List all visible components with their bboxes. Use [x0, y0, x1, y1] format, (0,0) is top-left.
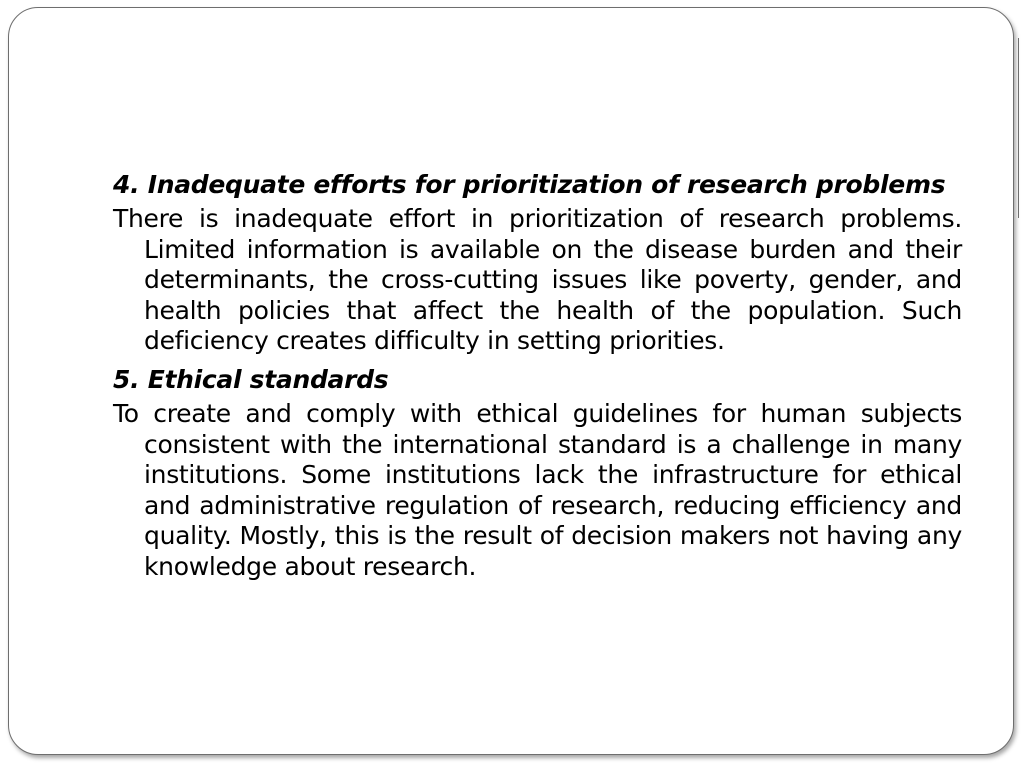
- slide-content: [113, 166, 962, 583]
- section-body-prioritization: There is inadequate effort in prioritization of research problems. Limited information is available on the disease burden and their determinants, the cross-cutting issues like poverty, gender, and health policies that affect the health of the population. Such deficiency creates difficulty in setting priorities.: [113, 204, 962, 356]
- section-body-ethical-standards: To create and comply with ethical guidelines for human subjects consistent with the international standard is a challenge in many institutions. Some institutions lack the infrastructure for ethical and administrative regulation of research, reducing efficiency and quality. Mostly, this is the result of decision makers not having any knowledge about research.: [113, 398, 962, 581]
- section-heading-ethical-standards: 5. Ethical standards: [113, 364, 389, 394]
- section-heading-prioritization: 4. Inadequate efforts for prioritization of research problems: [113, 170, 946, 199]
- frame-decoration: [1012, 38, 1019, 218]
